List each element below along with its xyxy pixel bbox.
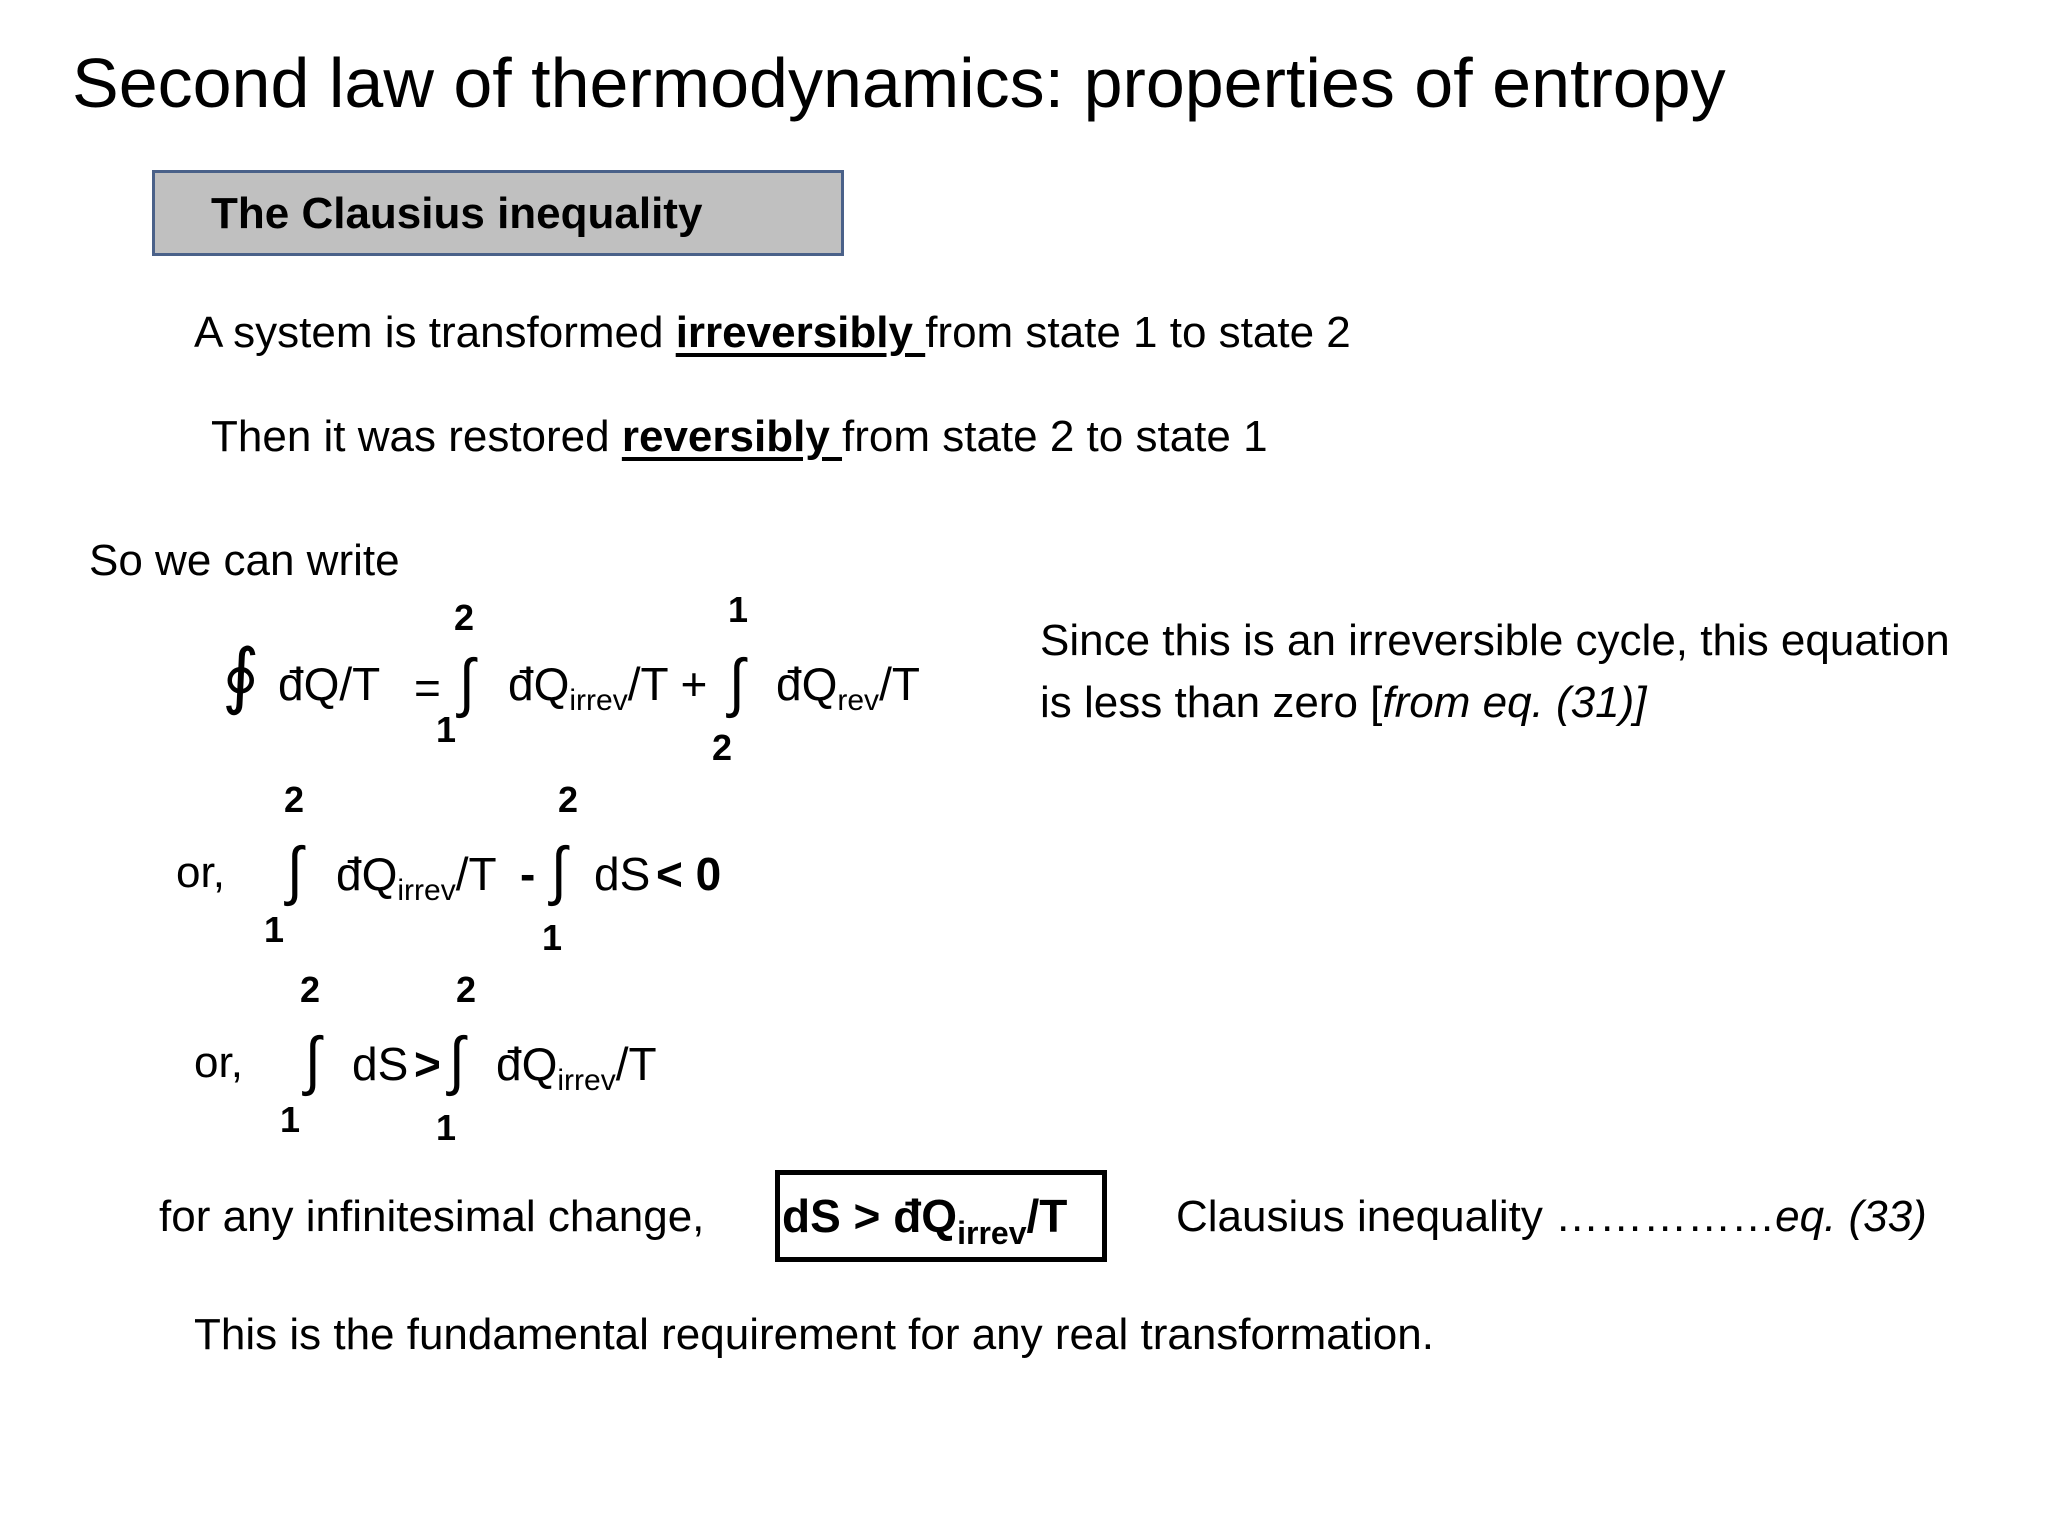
- eq2-term1-tail: /T: [455, 848, 497, 900]
- statement-irreversible-pre: A system is transformed: [194, 308, 676, 357]
- eq1-int2-lower: 2: [712, 727, 733, 768]
- eq1-term2-tail: /T: [879, 658, 920, 710]
- equation-number: eq. (33): [1775, 1192, 1927, 1241]
- integral-symbol: ∫: [304, 1024, 321, 1096]
- eq3-term2-tail: /T: [615, 1038, 657, 1090]
- result-tail: /T: [1026, 1190, 1068, 1242]
- reversibly-emphasis: reversibly: [621, 412, 843, 461]
- eq2-int1-upper: 2: [284, 779, 305, 820]
- eq1-note-line1: Since this is an irreversible cycle, this equation: [1040, 616, 1950, 665]
- eq3-relation: >: [414, 1038, 441, 1090]
- eq1-note-line2-pre: is less than zero [: [1040, 678, 1383, 727]
- eq1-term1-base: đQ: [508, 658, 570, 710]
- eq1-note-reference: from eq. (31)]: [1382, 678, 1647, 727]
- eq1-term2-base: đQ: [776, 658, 838, 710]
- integral-symbol: ∫: [286, 834, 303, 906]
- eq3-prefix: or,: [194, 1038, 243, 1087]
- statement-irreversible-post: from state 1 to state 2: [925, 308, 1351, 357]
- eq1-term1: [508, 656, 707, 729]
- integral-symbol: ∫: [458, 646, 475, 718]
- clausius-inequality-label: [1176, 1190, 1927, 1244]
- eq3-term2: [496, 1036, 657, 1109]
- infinitesimal-label: for any infinitesimal change,: [159, 1192, 705, 1241]
- integral-symbol: ∫: [550, 834, 567, 906]
- eq3-term2-base: đQ: [496, 1038, 558, 1090]
- eq3-int1-upper: 2: [300, 969, 321, 1010]
- eq1-int2-upper: 1: [728, 589, 749, 630]
- eq1-note-line2: [1040, 672, 1950, 734]
- section-heading-box: [152, 170, 844, 256]
- eq3-term2-sub: irrev: [557, 1064, 616, 1097]
- eq1-note: [1040, 610, 1950, 734]
- eq2-int2-upper: 2: [558, 779, 579, 820]
- eq1-term1-tail: /T +: [627, 658, 708, 710]
- irreversibly-emphasis: irreversibly: [675, 308, 926, 357]
- eq3-int1-lower: 1: [280, 1099, 301, 1140]
- eq1-lhs: đQ/T: [278, 658, 381, 710]
- eq2-relation: < 0: [656, 848, 722, 900]
- eq2-term1-sub: irrev: [397, 874, 456, 907]
- integral-symbol: ∫: [728, 646, 745, 718]
- statement-reversible-post: from state 2 to state 1: [842, 412, 1268, 461]
- eq2-prefix: or,: [176, 848, 225, 897]
- eq1-term1-sub: irrev: [569, 684, 628, 717]
- section-heading: The Clausius inequality: [211, 189, 703, 238]
- eq1-int1-lower: 1: [436, 709, 457, 750]
- statement-reversible: [211, 410, 1268, 464]
- eq3-term1: dS: [352, 1038, 409, 1090]
- eq1-term2-sub: rev: [837, 684, 880, 717]
- statement-reversible-pre: Then it was restored: [211, 412, 622, 461]
- slide-title: Second law of thermodynamics: properties of entropy: [72, 44, 1726, 122]
- result-main: dS > đQ: [782, 1190, 958, 1242]
- result-sub: irrev: [957, 1215, 1027, 1251]
- integral-symbol: ∫: [448, 1024, 465, 1096]
- eq2-term1-base: đQ: [336, 848, 398, 900]
- contour-integral-symbol: ∮: [222, 636, 260, 716]
- eq1-term2: [776, 656, 920, 729]
- eq2-term2: dS: [594, 848, 651, 900]
- conclusion: This is the fundamental requirement for any real transformation.: [194, 1310, 1434, 1359]
- clausius-label-text: Clausius inequality ……………: [1176, 1192, 1776, 1241]
- so-we-can-write: So we can write: [89, 536, 400, 585]
- eq2-minus: -: [520, 848, 536, 900]
- clausius-inequality-formula: [782, 1189, 1067, 1260]
- eq1-equals: =: [414, 662, 441, 714]
- eq3-int2-lower: 1: [436, 1107, 457, 1148]
- eq2-int1-lower: 1: [264, 909, 285, 950]
- statement-irreversible: [194, 306, 1351, 360]
- eq2-int2-lower: 1: [542, 917, 563, 958]
- eq3-int2-upper: 2: [456, 969, 477, 1010]
- eq2-term1: [336, 846, 497, 919]
- eq1-int1-upper: 2: [454, 597, 475, 638]
- clausius-inequality-box: [775, 1170, 1107, 1262]
